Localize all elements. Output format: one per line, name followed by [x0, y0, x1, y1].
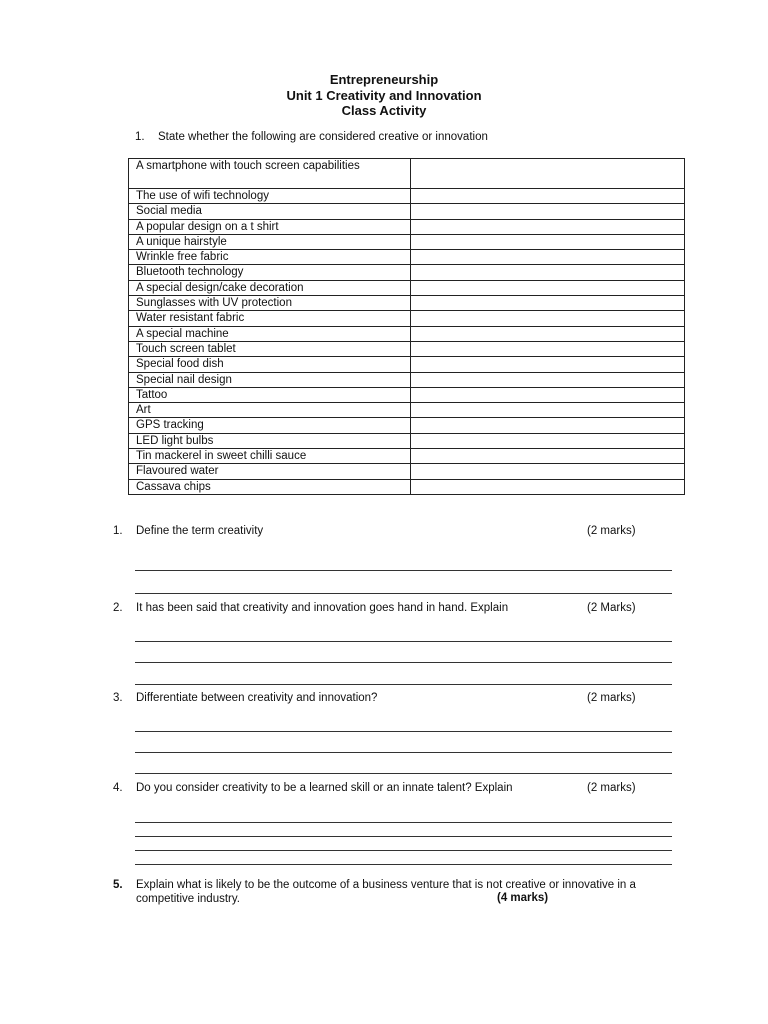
- answer-cell[interactable]: [410, 341, 684, 356]
- item-cell: Tattoo: [129, 387, 411, 402]
- item-cell: GPS tracking: [129, 418, 411, 433]
- question-text: Do you consider creativity to be a learned skill or an innate talent? Explain: [136, 782, 513, 794]
- answer-line[interactable]: [135, 570, 672, 571]
- question-marks: (4 marks): [497, 892, 549, 904]
- item-cell: Water resistant fabric: [129, 311, 411, 326]
- answer-line[interactable]: [135, 752, 672, 753]
- table-row: [129, 234, 685, 249]
- item-cell: A popular design on a t shirt: [129, 219, 411, 234]
- answer-cell[interactable]: [410, 250, 684, 265]
- table-row: [129, 189, 685, 204]
- answer-cell[interactable]: [410, 219, 684, 234]
- answer-line[interactable]: [135, 864, 672, 865]
- item-cell: A special machine: [129, 326, 411, 341]
- table-row: [129, 403, 685, 418]
- table-row: [129, 311, 685, 326]
- question-marks: (2 marks): [587, 692, 636, 704]
- item-cell: Special nail design: [129, 372, 411, 387]
- table-row: [129, 250, 685, 265]
- answer-cell[interactable]: [410, 479, 684, 494]
- answer-cell[interactable]: [410, 280, 684, 295]
- question-marks: (2 marks): [587, 782, 636, 794]
- subject-title: Entrepreneurship: [329, 72, 439, 87]
- item-cell: Special food dish: [129, 357, 411, 372]
- answer-cell[interactable]: [410, 464, 684, 479]
- answer-line[interactable]: [135, 662, 672, 663]
- instruction-text: State whether the following are considered creative or innovation: [158, 131, 488, 143]
- table-row: [129, 372, 685, 387]
- answer-cell[interactable]: [410, 418, 684, 433]
- question-marks: (2 Marks): [587, 602, 636, 614]
- table-row: [129, 479, 685, 494]
- answer-cell[interactable]: [410, 265, 684, 280]
- question-number: 4.: [113, 782, 123, 794]
- answer-cell[interactable]: [410, 159, 684, 189]
- answer-cell[interactable]: [410, 189, 684, 204]
- table-row: [129, 357, 685, 372]
- answer-line[interactable]: [135, 593, 672, 594]
- question-text: Differentiate between creativity and innovation?: [136, 692, 378, 704]
- table-row: [129, 219, 685, 234]
- worksheet-header: [0, 72, 768, 119]
- answer-line[interactable]: [135, 641, 672, 642]
- answer-line[interactable]: [135, 850, 672, 851]
- question-number: 1.: [113, 525, 123, 537]
- item-cell: The use of wifi technology: [129, 189, 411, 204]
- item-cell: Wrinkle free fabric: [129, 250, 411, 265]
- answer-cell[interactable]: [410, 204, 684, 219]
- item-cell: A smartphone with touch screen capabilities: [129, 159, 411, 189]
- question-number: 5.: [113, 879, 123, 891]
- question-marks: (2 marks): [587, 525, 636, 537]
- unit-title: Unit 1 Creativity and Innovation: [286, 87, 482, 103]
- table-row: [129, 326, 685, 341]
- question-text: Explain what is likely to be the outcome of a business venture that is not creative or innovative in a competitive industry.: [136, 879, 636, 905]
- table-row: [129, 265, 685, 280]
- answer-line[interactable]: [135, 822, 672, 823]
- table-row: [129, 449, 685, 464]
- question-text: It has been said that creativity and innovation goes hand in hand. Explain: [136, 602, 509, 614]
- answer-cell[interactable]: [410, 357, 684, 372]
- table-row: [129, 387, 685, 402]
- classification-table: [128, 158, 685, 495]
- item-cell: Cassava chips: [129, 479, 411, 494]
- item-cell: A special design/cake decoration: [129, 280, 411, 295]
- table-row: [129, 418, 685, 433]
- answer-cell[interactable]: [410, 372, 684, 387]
- answer-line[interactable]: [135, 836, 672, 837]
- table-row: [129, 296, 685, 311]
- question-number: 2.: [113, 602, 123, 614]
- instruction-number: 1.: [135, 131, 145, 143]
- item-cell: Social media: [129, 204, 411, 219]
- item-cell: Sunglasses with UV protection: [129, 296, 411, 311]
- table-row: [129, 341, 685, 356]
- item-cell: LED light bulbs: [129, 433, 411, 448]
- answer-cell[interactable]: [410, 326, 684, 341]
- answer-line[interactable]: [135, 684, 672, 685]
- item-cell: A unique hairstyle: [129, 234, 411, 249]
- item-cell: Tin mackerel in sweet chilli sauce: [129, 449, 411, 464]
- question-text: Define the term creativity: [136, 525, 264, 537]
- item-cell: Touch screen tablet: [129, 341, 411, 356]
- answer-line[interactable]: [135, 773, 672, 774]
- item-cell: Art: [129, 403, 411, 418]
- answer-cell[interactable]: [410, 387, 684, 402]
- question-number: 3.: [113, 692, 123, 704]
- answer-cell[interactable]: [410, 311, 684, 326]
- item-cell: Flavoured water: [129, 464, 411, 479]
- table-row: [129, 280, 685, 295]
- answer-cell[interactable]: [410, 433, 684, 448]
- table-row: [129, 159, 685, 189]
- table-row: [129, 464, 685, 479]
- table-row: [129, 204, 685, 219]
- item-cell: Bluetooth technology: [129, 265, 411, 280]
- table-row: [129, 433, 685, 448]
- activity-title: Class Activity: [341, 103, 427, 118]
- answer-cell[interactable]: [410, 403, 684, 418]
- answer-cell[interactable]: [410, 296, 684, 311]
- answer-cell[interactable]: [410, 234, 684, 249]
- answer-line[interactable]: [135, 731, 672, 732]
- answer-cell[interactable]: [410, 449, 684, 464]
